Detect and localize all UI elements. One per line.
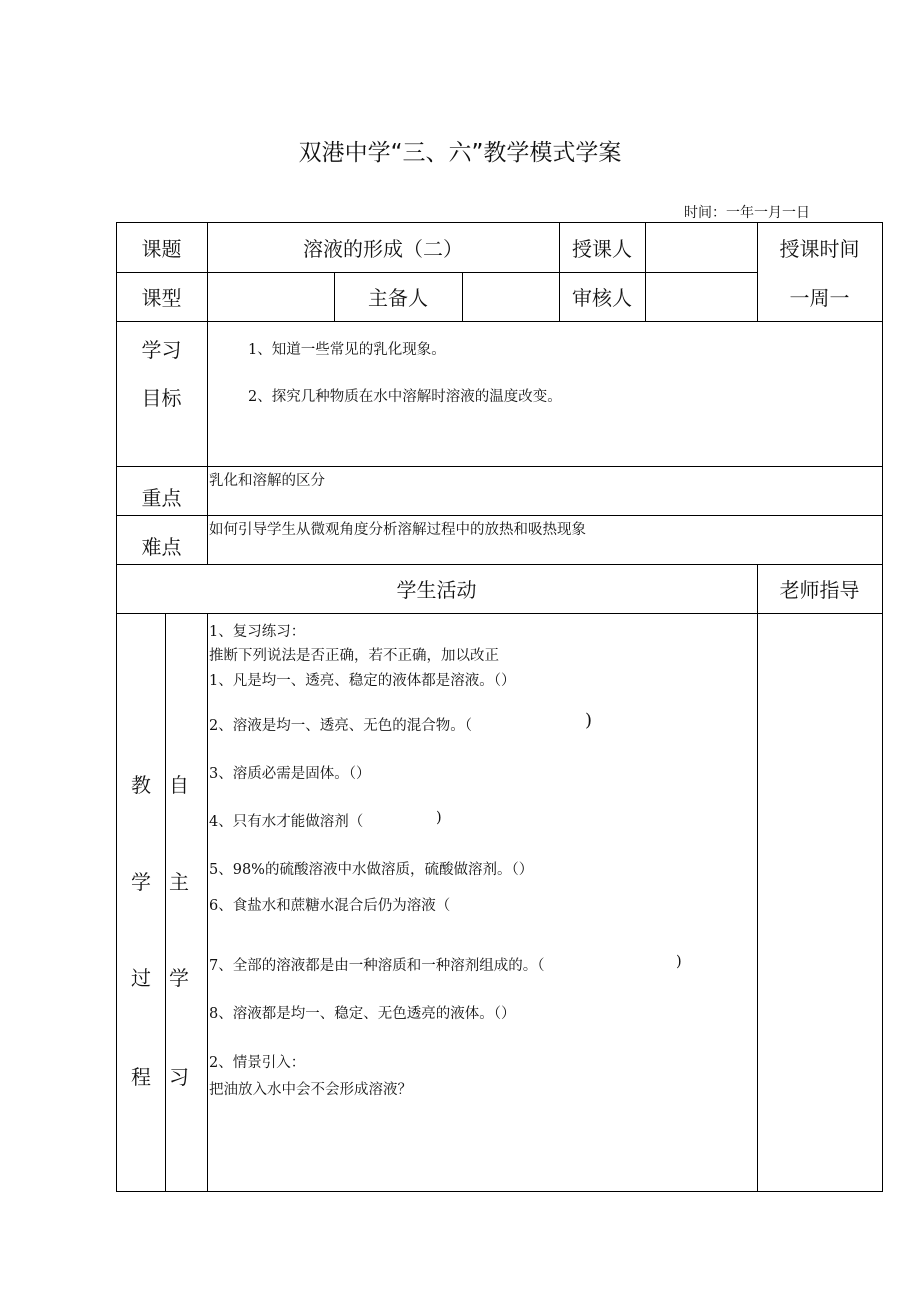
- topic-value: 溶液的形成（二）: [303, 236, 463, 261]
- time-label: 授课时间: [779, 236, 860, 261]
- self-study-char: 自: [169, 773, 189, 797]
- student-activity-header: 学生活动: [396, 578, 477, 602]
- document-title: 双港中学“三、六”教学模式学案: [298, 140, 622, 166]
- process-line: 4、只有水才能做溶剂（: [209, 814, 364, 830]
- process-line: 2、情景引入：: [209, 1055, 306, 1071]
- process-line: 8、溶液都是均一、稳定、无色透亮的液体。（）: [209, 1006, 516, 1022]
- process-char: 过: [131, 966, 151, 990]
- process-line: 3、溶质必需是固体。（）: [209, 766, 371, 782]
- process-line: 推断下列说法是否正确，若不正确，加以改正: [209, 648, 499, 664]
- time-value: 一周一: [789, 286, 850, 310]
- teacher-label: 授课人: [572, 236, 632, 261]
- process-line: 5、98%的硫酸溶液中水做溶质，硫酸做溶剂。（）: [209, 862, 534, 878]
- date-line: 时间：一年一月一日: [684, 205, 810, 221]
- process-line: 把油放入水中会不会形成溶液？: [209, 1082, 412, 1098]
- difficulty-label: 难点: [141, 535, 182, 559]
- process-line: 1、复习练习：: [209, 624, 306, 640]
- process-char: 程: [131, 1065, 151, 1089]
- type-label: 课型: [141, 286, 182, 310]
- difficulty-value: 如何引导学生从微观角度分析溶解过程中的放热和吸热现象: [209, 522, 586, 538]
- process-line-paren: ): [585, 710, 593, 731]
- topic-label: 课题: [141, 236, 182, 261]
- reviewer-label: 审核人: [572, 286, 632, 310]
- self-study-char: 习: [169, 1065, 189, 1089]
- process-line: 2、溶液是均一、透亮、无色的混合物。（: [209, 718, 472, 734]
- self-study-char: 主: [169, 870, 189, 894]
- goal-item: 2、探究几种物质在水中溶解时溶液的温度改变。: [248, 389, 562, 405]
- process-line-paren: ): [676, 954, 682, 970]
- process-char: 教: [131, 773, 151, 797]
- keypoint-value: 乳化和溶解的区分: [209, 473, 325, 489]
- self-study-char: 学: [169, 966, 189, 990]
- process-line: 7、全部的溶液都是由一种溶质和一种溶剂组成的。（: [209, 958, 545, 974]
- keypoint-label: 重点: [141, 486, 182, 510]
- process-line: 6、食盐水和蔗糖水混合后仍为溶液（: [209, 898, 451, 914]
- process-line: 1、凡是均一、透亮、稳定的液体都是溶液。（）: [209, 673, 516, 689]
- process-line-paren: ): [436, 810, 442, 826]
- goals-label-2: 目标: [141, 386, 182, 410]
- goal-item: 1、知道一些常见的乳化现象。: [248, 342, 446, 358]
- preparer-label: 主备人: [368, 286, 428, 310]
- teacher-guidance-header: 老师指导: [779, 578, 860, 602]
- goals-label-1: 学习: [141, 338, 182, 362]
- process-char: 学: [131, 870, 151, 894]
